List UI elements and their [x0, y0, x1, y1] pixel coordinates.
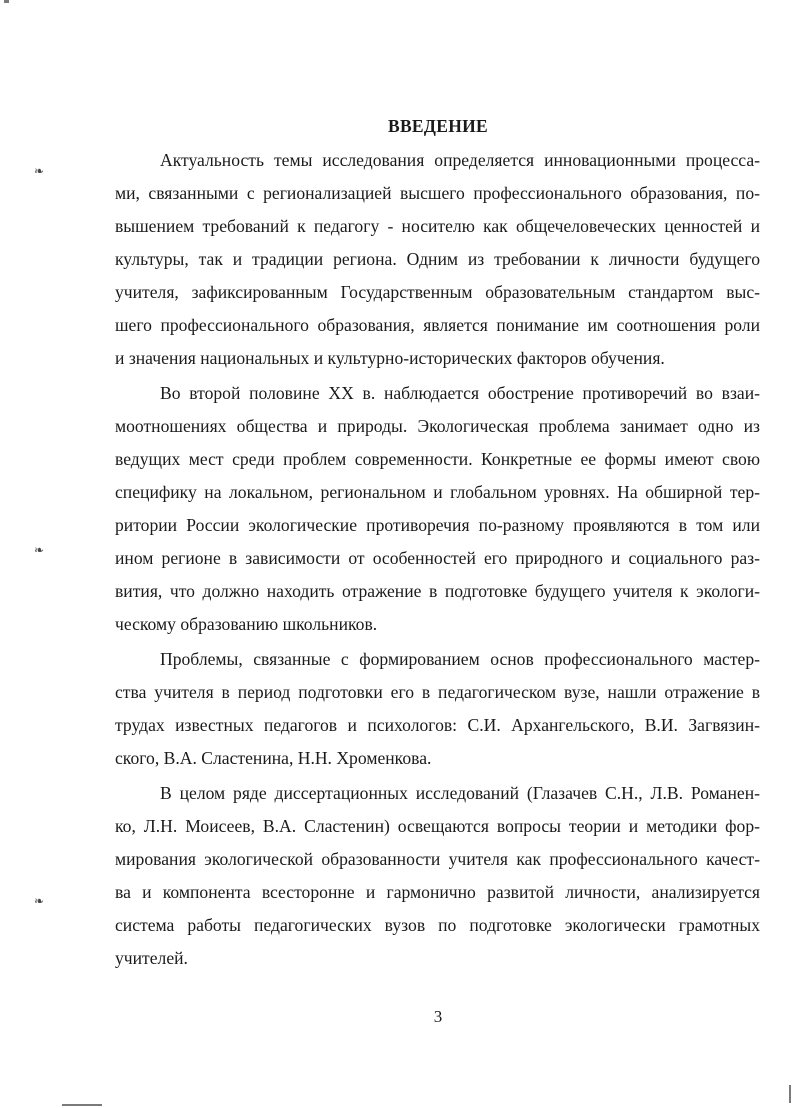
scan-edge-mark	[62, 1104, 102, 1106]
text-line: Проблемы, связанные с формированием основ профессионального мастер-	[160, 649, 760, 669]
text-line: ческому образованию школьников.	[115, 614, 378, 634]
text-line: специфику на локальном, региональном и глобальном уровнях. На обширной тер-	[115, 482, 760, 502]
scan-edge-mark	[4, 0, 9, 3]
text-line: ином регионе в зависимости от особенностей его природного и социального раз-	[115, 548, 760, 568]
text-line: культуры, так и традиции региона. Одним из требовании к личности будущего	[115, 249, 760, 269]
text-line: ства учителя в период подготовки его в педагогическом вузе, нашли отражение в	[115, 682, 760, 702]
text-line: ва и компонента всесторонне и гармонично развитой личности, анализируется	[115, 882, 760, 902]
text-line: шего профессионального образования, является понимание им соотношения роли	[115, 315, 760, 335]
text-line: В целом ряде диссертационных исследований (Глазачев С.Н., Л.В. Романен-	[160, 783, 760, 803]
text-line: ми, связанными с регионализацией высшего профессионального образования, по-	[115, 183, 760, 203]
text-line: ритории России экологические противоречия по-разному проявляются в том или	[115, 515, 760, 535]
text-line: ского, В.А. Сластенина, Н.Н. Хроменкова.	[115, 748, 432, 768]
text-line: и значения национальных и культурно-исторических факторов обучения.	[115, 348, 665, 368]
page-number: 3	[433, 1007, 443, 1026]
text-line: вышением требований к педагогу - носителю как общечеловеческих ценностей и	[115, 216, 760, 236]
scan-edge-mark	[789, 1085, 791, 1103]
text-line: система работы педагогических вузов по подготовке экологически грамотных	[115, 915, 760, 935]
text-line: учителей.	[115, 948, 188, 968]
text-line: моотношениях общества и природы. Экологическая проблема занимает одно из	[115, 416, 760, 436]
text-line: вития, что должно находить отражение в подготовке будущего учителя к экологи-	[115, 581, 760, 601]
text-line: учителя, зафиксированным Государственным образовательным стандартом выс-	[115, 282, 760, 302]
document-title: ВВЕДЕНИЕ	[387, 116, 489, 136]
text-line: Актуальность темы исследования определяется инновационными процесса-	[160, 150, 760, 170]
margin-punch-mark-2: ❧	[34, 543, 45, 557]
margin-punch-mark-1: ❧	[34, 164, 45, 178]
margin-punch-mark-3: ❧	[34, 894, 45, 908]
text-line: ведущих мест среди проблем современности. Конкретные ее формы имеют свою	[115, 449, 760, 469]
text-line: Во второй половине XX в. наблюдается обострение противоречий во взаи-	[160, 383, 760, 403]
text-line: ко, Л.Н. Моисеев, В.А. Сластенин) освещаются вопросы теории и методики фор-	[115, 816, 760, 836]
text-line: мирования экологической образованности учителя как профессионального качест-	[115, 849, 760, 869]
text-line: трудах известных педагогов и психологов: С.И. Архангельского, В.И. Загвязин-	[115, 715, 760, 735]
